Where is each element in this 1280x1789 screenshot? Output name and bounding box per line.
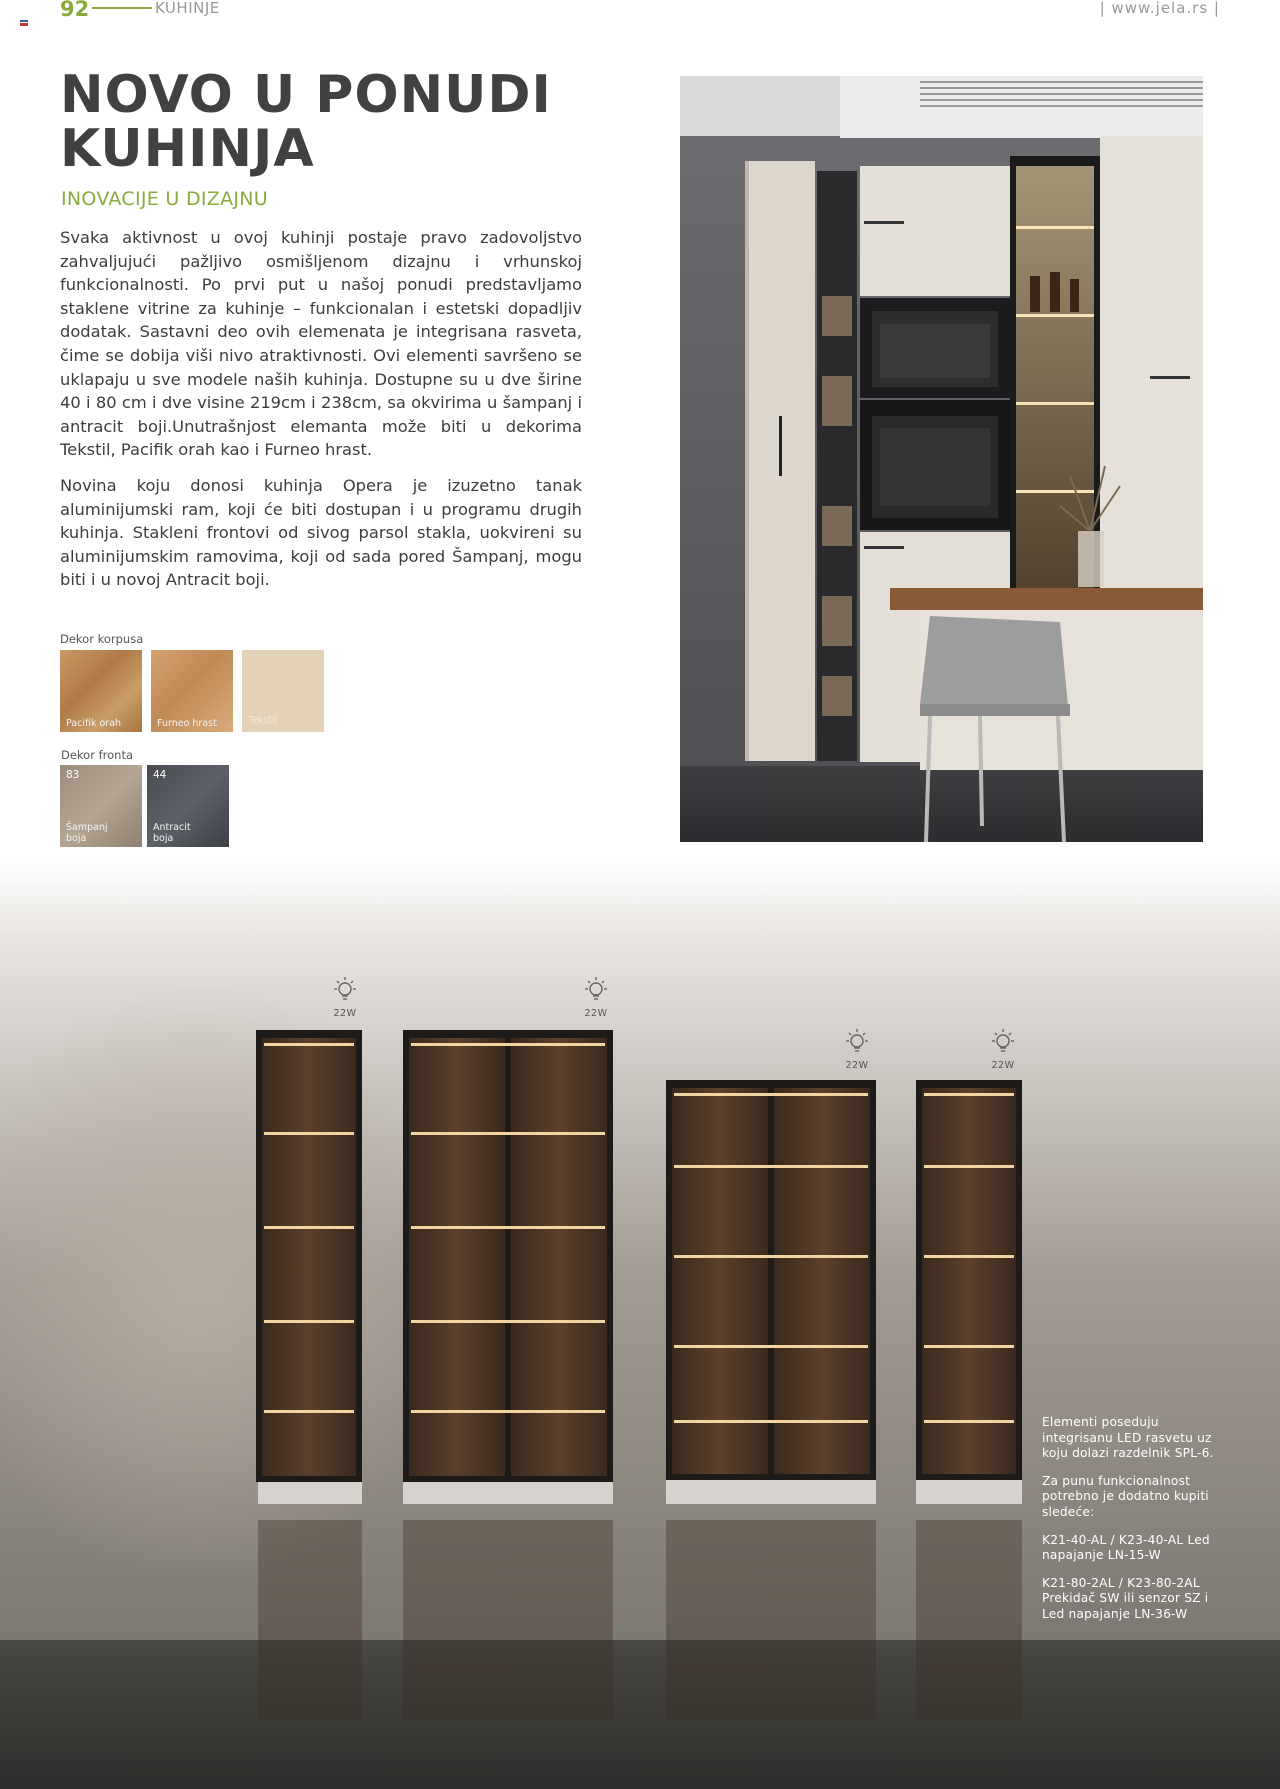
swatch-pacifik-orah <box>60 650 142 732</box>
website-link[interactable]: | www.jela.rs | <box>1099 0 1220 17</box>
swatch-tekstil <box>242 650 324 732</box>
flag-icon <box>20 20 28 26</box>
bulb-4 <box>983 1028 1023 1071</box>
page-title-line: KUHINJA <box>60 119 315 179</box>
bulb-3 <box>837 1028 877 1071</box>
swatch-code: 44 <box>153 769 167 781</box>
swatch-sampanj <box>60 765 142 847</box>
bulb-1 <box>325 976 365 1019</box>
light-bulb-icon <box>581 976 611 1004</box>
bulb-2 <box>576 976 616 1019</box>
swatch-furneo-hrast <box>151 650 233 732</box>
dekor-fronta-label: Dekor fronta <box>61 748 134 762</box>
swatch-name: Pacifik orah <box>66 718 122 729</box>
vitrine-cabinets-illustration <box>0 860 1280 1789</box>
info-paragraph: K21-40-AL / K23-40-AL Led napajanje LN-15-W <box>1042 1532 1210 1563</box>
section-name: KUHINJE <box>155 0 220 17</box>
intro-paragraph: Svaka aktivnost u ovoj kuhinji postaje pravo zadovoljstvo zahvaljujući pažljivo osmišljenom dizajnu i vrhunskoj funkcionalnosti. Po prvi put u našoj ponudi predstavljamo staklene vitrine za kuhinje – funkcionalan i estetski dopadljiv dodatak. Sastavni deo ovih elemenata je integrisana rasveta, čime se dobija viši nivo atraktivnosti. Ovi elementi savršeno se uklapaju u sve modele naših kuhinja. Dostupne su u dve širine 40 i 80 cm i dve visine 219cm i 238cm, sa okvirima u šampanj i antracit boji.Unutrašnjost elemanta može biti u dekorima Tekstil, Pacifik orah kao i Furneo hrast. <box>60 228 582 460</box>
kitchen-photo <box>680 76 1203 842</box>
swatch-name: Šampanj boja <box>66 822 108 844</box>
lighting-info <box>1042 1415 1222 1635</box>
swatch-name: Antracit boja <box>153 822 191 844</box>
bulb-wattage: 22W <box>845 1060 869 1071</box>
info-paragraph: Za punu funkcionalnost potrebno je dodatno kupiti sledeće: <box>1042 1473 1209 1519</box>
page-title <box>60 65 620 179</box>
swatch-antracit <box>147 765 229 847</box>
light-bulb-icon <box>988 1028 1018 1056</box>
swatch-code: 83 <box>66 769 80 781</box>
opera-paragraph: Novina koju donosi kuhinja Opera je izuzetno tanak aluminijumski ram, koji će biti dostupan i u programu drugih kuhinja. Stakleni frontovi od sivog parsol stakla, uokvireni su aluminijumskim ramovima, koji od sada pored Šampanj, mogu biti i u novoj Antracit boji. <box>60 476 582 590</box>
light-bulb-icon <box>330 976 360 1004</box>
bulb-wattage: 22W <box>333 1008 357 1019</box>
bulb-wattage: 22W <box>991 1060 1015 1071</box>
kitchen-illustration <box>680 76 1203 842</box>
vitrine-cabinets-photo <box>0 860 1280 1789</box>
page-number: 92 <box>60 0 90 21</box>
swatch-name: Tekstil <box>248 715 278 726</box>
page-title-line: NOVO U PONUDI <box>60 65 552 125</box>
header-divider <box>92 7 152 9</box>
page-subtitle: INOVACIJE U DIZAJNU <box>61 188 269 210</box>
bulb-wattage: 22W <box>584 1008 608 1019</box>
info-paragraph: K21-80-2AL / K23-80-2AL Prekidač SW ili senzor SZ i Led napajanje LN-36-W <box>1042 1575 1209 1621</box>
info-paragraph: Elementi poseduju integrisanu LED rasvetu uz koju dolazi razdelnik SPL-6. <box>1042 1415 1214 1461</box>
dekor-korpusa-label: Dekor korpusa <box>60 632 144 646</box>
swatch-name: Furneo hrast <box>157 718 217 729</box>
light-bulb-icon <box>842 1028 872 1056</box>
